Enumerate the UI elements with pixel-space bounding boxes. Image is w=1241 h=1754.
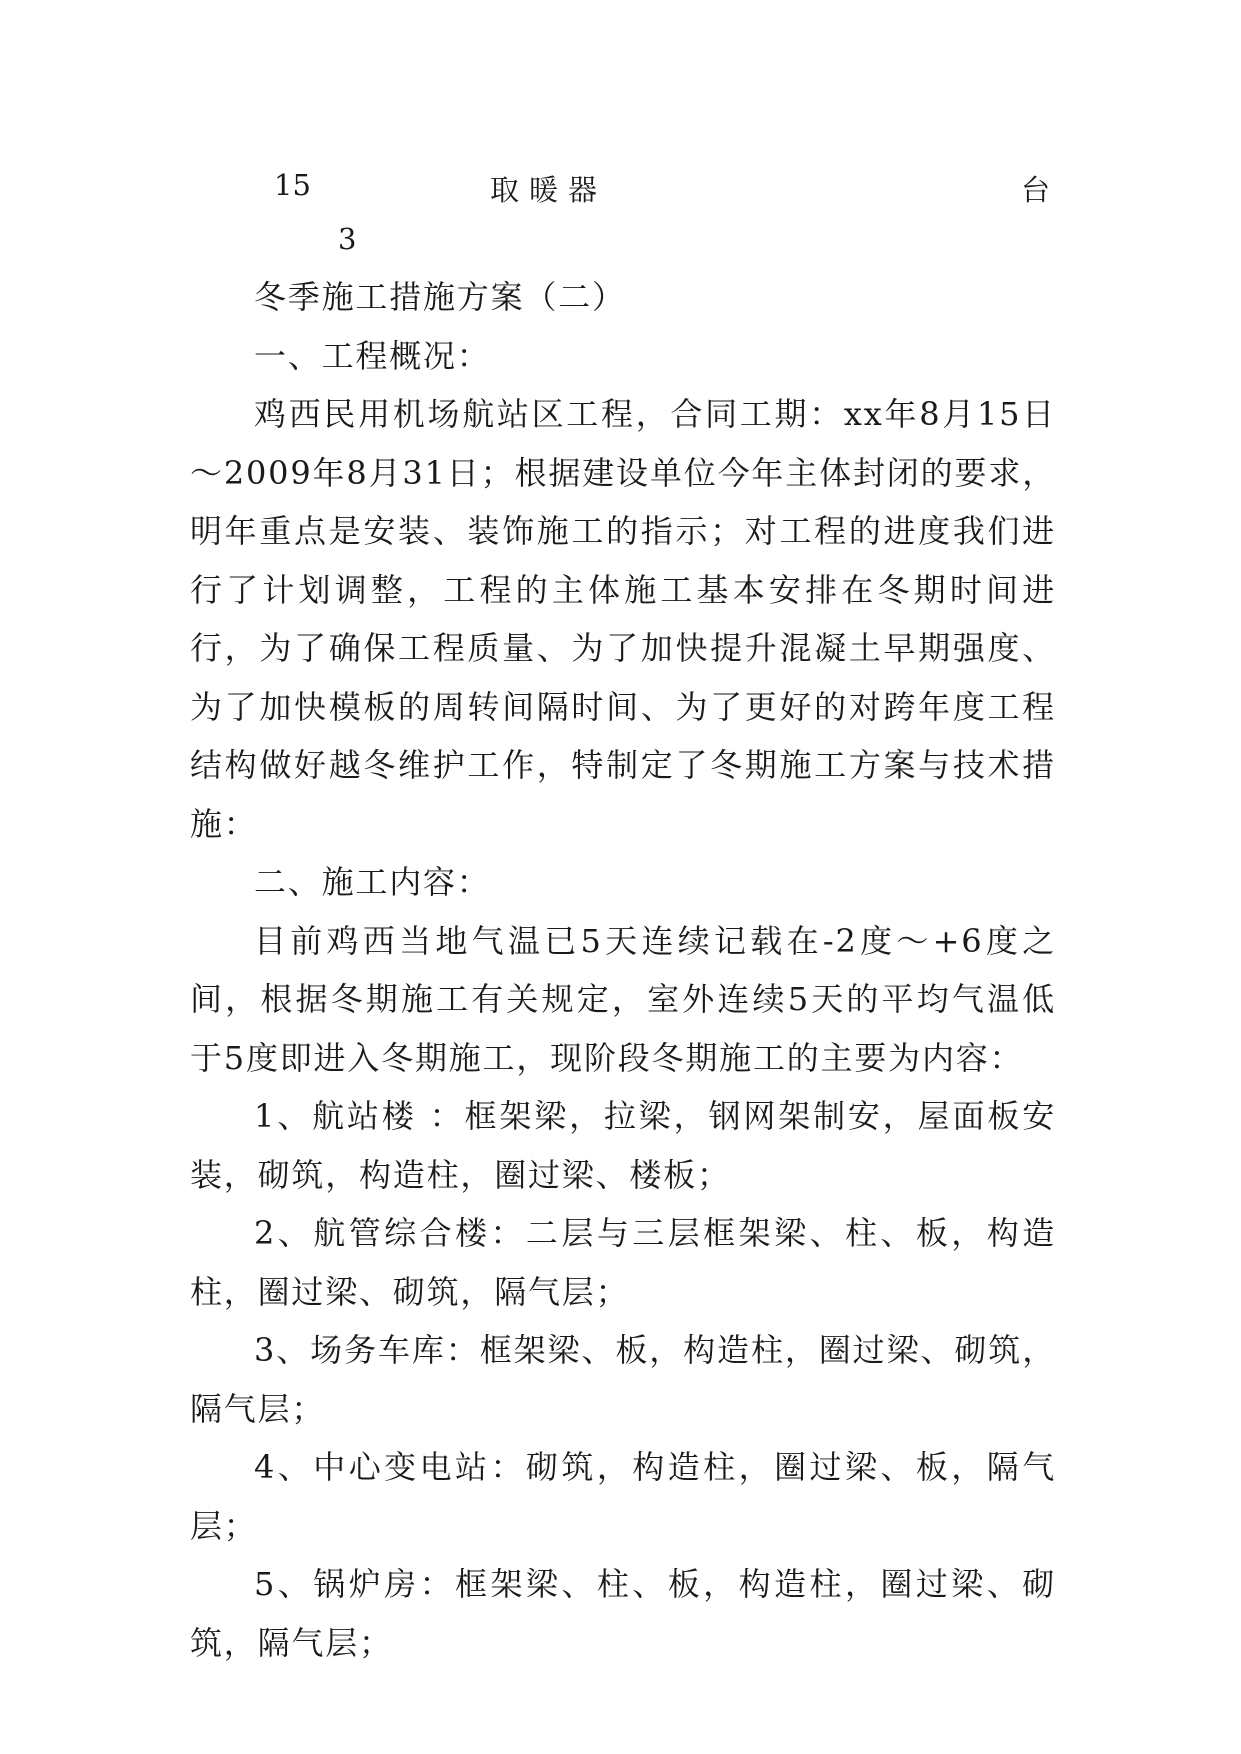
row-number: 15 [274,168,311,202]
list-item: 4、中心变电站：砌筑，构造柱，圈过梁、板，隔气层； [190,1448,1056,1545]
section-title: 冬季施工措施方案（二） [254,278,626,316]
row-quantity: 3 [338,222,357,256]
list-item: 5、锅炉房：框架梁、柱、板，构造柱，圈过梁、砌筑，隔气层； [190,1565,1056,1662]
list-item: 1、航站楼 ：框架梁，拉梁，钢网架制安，屋面板安装，砌筑，构造柱，圈过梁、楼板； [190,1097,1056,1194]
row-unit: 台 [1020,173,1050,207]
heading-project-overview: 一、工程概况： [254,336,491,375]
document-body [190,268,1056,1672]
list-item: 2、航管综合楼：二层与三层框架梁、柱、板，构造柱，圈过梁、砌筑，隔气层； [190,1214,1056,1311]
paragraph-construction-content: 目前鸡西当地气温已5天连续记载在-2度～+6度之间，根据冬期施工有关规定，室外连续5天的平均气温低于5度即进入冬期施工，现阶段冬期施工的主要为内容： [190,921,1056,1077]
paragraph-project-overview: 鸡西民用机场航站区工程，合同工期：xx年8月15日～2009年8月31日；根据建设单位今年主体封闭的要求，明年重点是安装、装饰施工的指示；对工程的进度我们进行了计划调整，工程的主体施工基本安排在冬期时间进行，为了确保工程质量、为了加快提升混凝土早期强度、为了加快模板的周转间隔时间、为了更好的对跨年度工程结构做好越冬维护工作，特制定了冬期施工方案与技术措施： [190,395,1056,843]
equipment-table-row [190,160,1050,212]
row-item-name: 取暖器 [490,173,608,207]
heading-construction-content: 二、施工内容： [254,863,491,901]
list-item: 3、场务车库：框架梁、板，构造柱，圈过梁、砌筑，隔气层； [190,1331,1056,1428]
